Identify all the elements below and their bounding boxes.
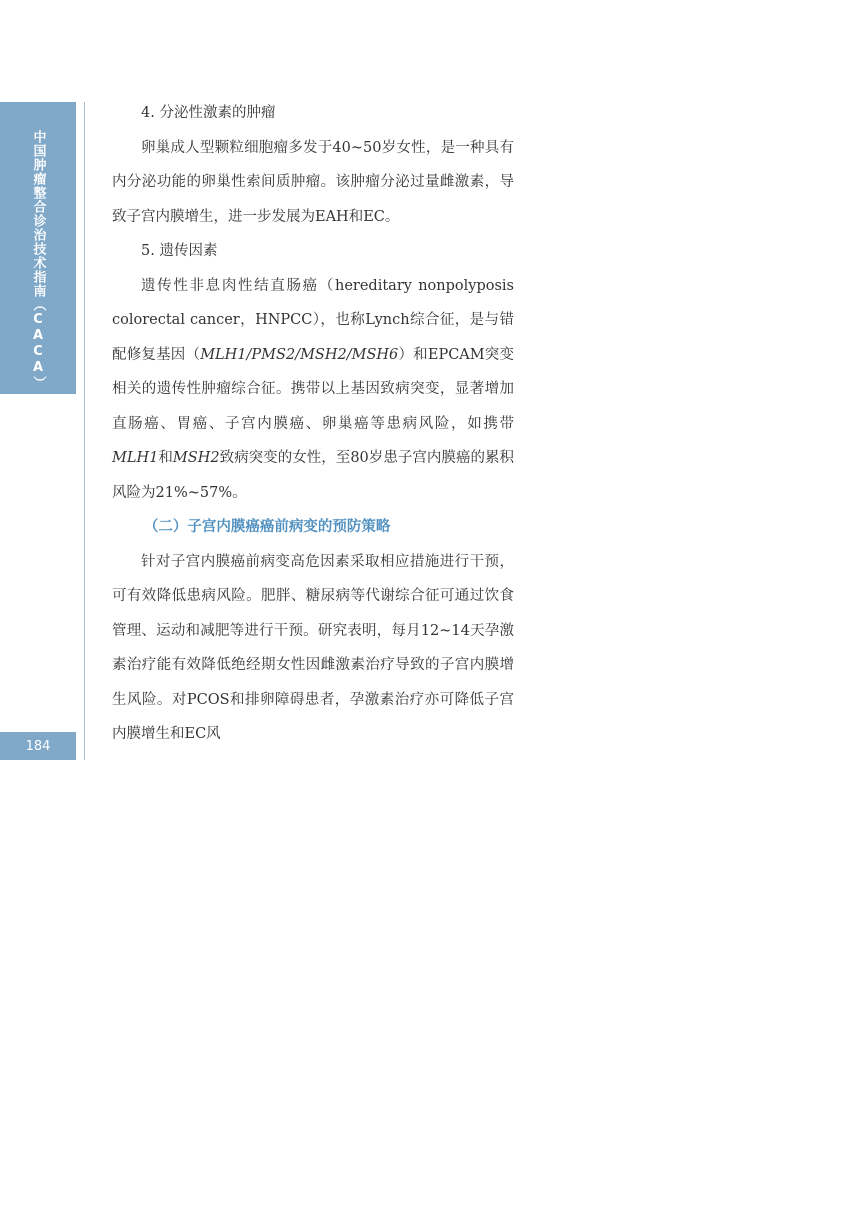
paragraph-genetic-text-d: 致病突变的女性，至80岁患子宫内膜癌的累积风险为21%~57%。 (112, 450, 515, 501)
paragraph-prevention: 针对子宫内膜癌前病变高危因素采取相应措施进行干预，可有效降低患病风险。肥胖、糖尿病等代谢综合征可通过饮食管理、运动和减肥等进行干预。研究表明，每月12~14天孕激素治疗能有效降低绝经期女性因雌激素治疗导致的子宫内膜增生风险。对PCOS和排卵障碍患者，孕激素治疗亦可降低子宫内膜增生和EC风 (112, 553, 514, 742)
paragraph-genetic-text-c: 和 (158, 450, 173, 466)
book-title-tab (0, 102, 76, 394)
gene-msh2: MSH2 (172, 450, 220, 466)
gene-mlh1: MLH1 (112, 450, 159, 466)
section-heading: （二）子宫内膜癌癌前病变的预防策略 (143, 519, 391, 535)
book-title: 中国肿瘤整合诊治技术指南（CACA） (30, 130, 46, 390)
subheading-4: 4. 分泌性激素的肿瘤 (141, 105, 276, 121)
page-number: 184 (0, 732, 76, 760)
paragraph-genetic-text-b: ）和EPCAM突变相关的遗传性肿瘤综合征。携带以上基因致病突变，显著增加直肠癌、胃癌、子宫内膜癌、卵巢癌等患病风险，如携带 (112, 346, 514, 432)
subheading-5: 5. 遗传因素 (141, 243, 218, 259)
margin-rule (84, 102, 85, 760)
paragraph-hormone-tumor: 卵巢成人型颗粒细胞瘤多发于40~50岁女性，是一种具有内分泌功能的卵巢性索间质肿瘤。该肿瘤分泌过量雌激素，导致子宫内膜增生，进一步发展为EAH和EC。 (112, 139, 514, 225)
paragraph-genetic-text-a: 遗传性非息肉性结直肠癌（hereditary nonpolyposis colorectal cancer，HNPCC），也称Lynch综合征，是与错配修复基因（ (112, 277, 514, 363)
gene-list: MLH1/PMS2/MSH2/MSH6 (200, 346, 399, 363)
paragraph-genetic-factors (112, 269, 514, 511)
page-content (112, 96, 514, 752)
